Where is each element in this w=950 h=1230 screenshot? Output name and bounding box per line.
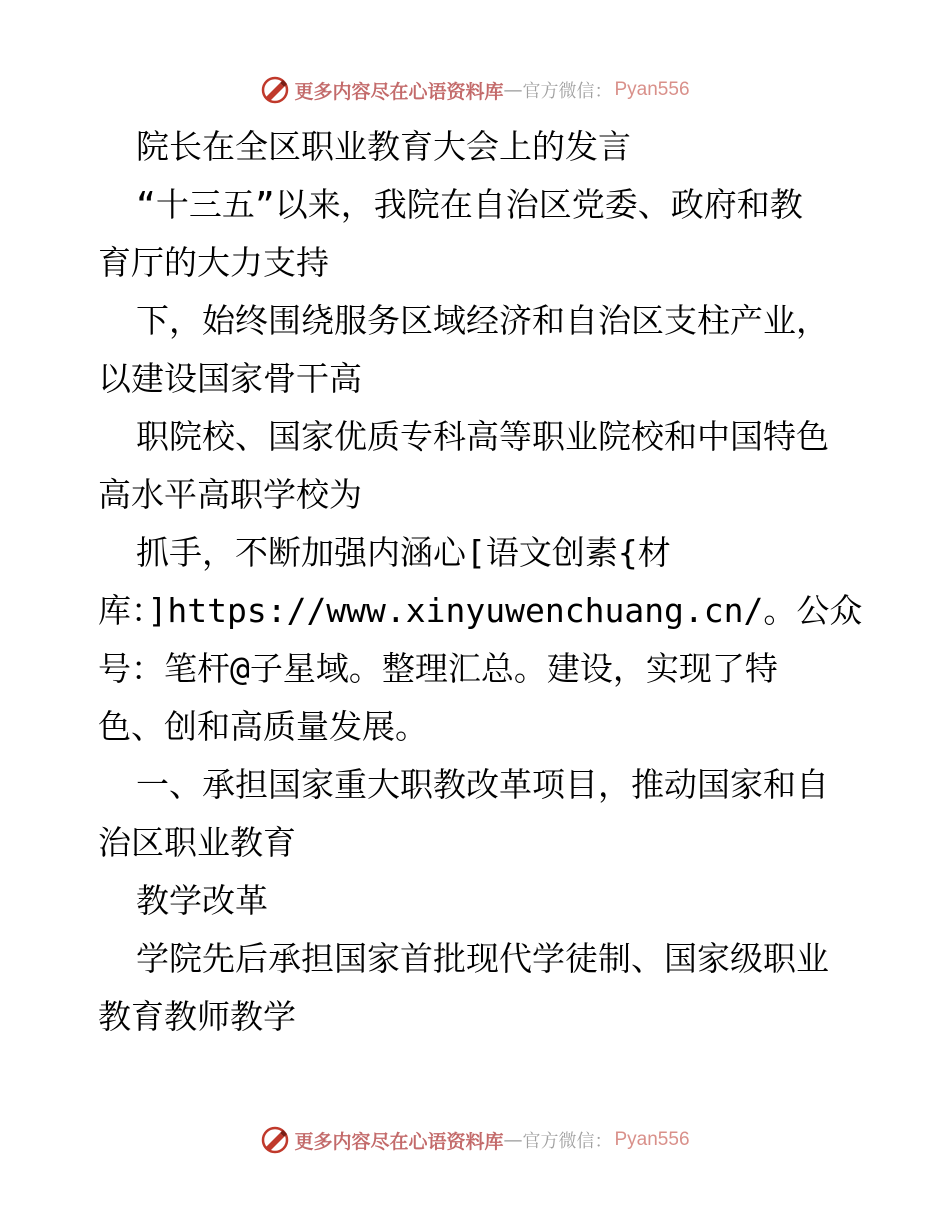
paragraph-line: 下，始终围绕服务区域经济和自治区支柱产业，	[136, 301, 829, 340]
paragraph-line: “十三五”以来，我院在自治区党委、政府和教	[136, 185, 803, 224]
paragraph-line: 以建设国家骨干高	[98, 359, 362, 398]
banner-wechat-label: 官方微信：	[522, 1131, 613, 1152]
banner-separator: —	[503, 1129, 523, 1151]
paragraph-line: 色、创和高质量发展。	[98, 707, 428, 746]
section-heading-continued: 治区职业教育	[98, 823, 296, 862]
banner-site-text: 更多内容尽在心语资料库	[294, 1130, 504, 1153]
banner-separator: —	[503, 79, 523, 101]
pen-logo-icon	[260, 75, 290, 105]
footer-banner	[0, 1120, 950, 1160]
paragraph-line: 教学改革	[136, 881, 268, 920]
header-banner	[0, 70, 950, 110]
paragraph-line: 学院先后承担国家首批现代学徒制、国家级职业	[136, 939, 829, 978]
document-body	[98, 118, 863, 1046]
paragraph-line: 职院校、国家优质专科高等职业院校和中国特色	[136, 417, 829, 456]
banner-wechat-id: Pyan556	[614, 1129, 690, 1150]
banner-wechat-label: 官方微信：	[522, 81, 613, 102]
banner-site-text: 更多内容尽在心语资料库	[294, 80, 504, 103]
paragraph-line: 号：笔杆@子星域。整理汇总。建设，实现了特	[98, 649, 778, 688]
paragraph-line: 库：]https://www.xinyuwenchuang.cn/。公众	[98, 591, 863, 630]
banner-wechat-id: Pyan556	[614, 79, 690, 100]
paragraph-line: 教育教师教学	[98, 997, 296, 1036]
document-title: 院长在全区职业教育大会上的发言	[136, 127, 631, 166]
paragraph-line: 高水平高职学校为	[98, 475, 362, 514]
paragraph-line: 育厅的大力支持	[98, 243, 329, 282]
section-heading: 一、承担国家重大职教改革项目，推动国家和自	[136, 765, 829, 804]
paragraph-line: 抓手，不断加强内涵心[语文创素{材	[136, 533, 671, 572]
pen-logo-icon	[260, 1125, 290, 1155]
